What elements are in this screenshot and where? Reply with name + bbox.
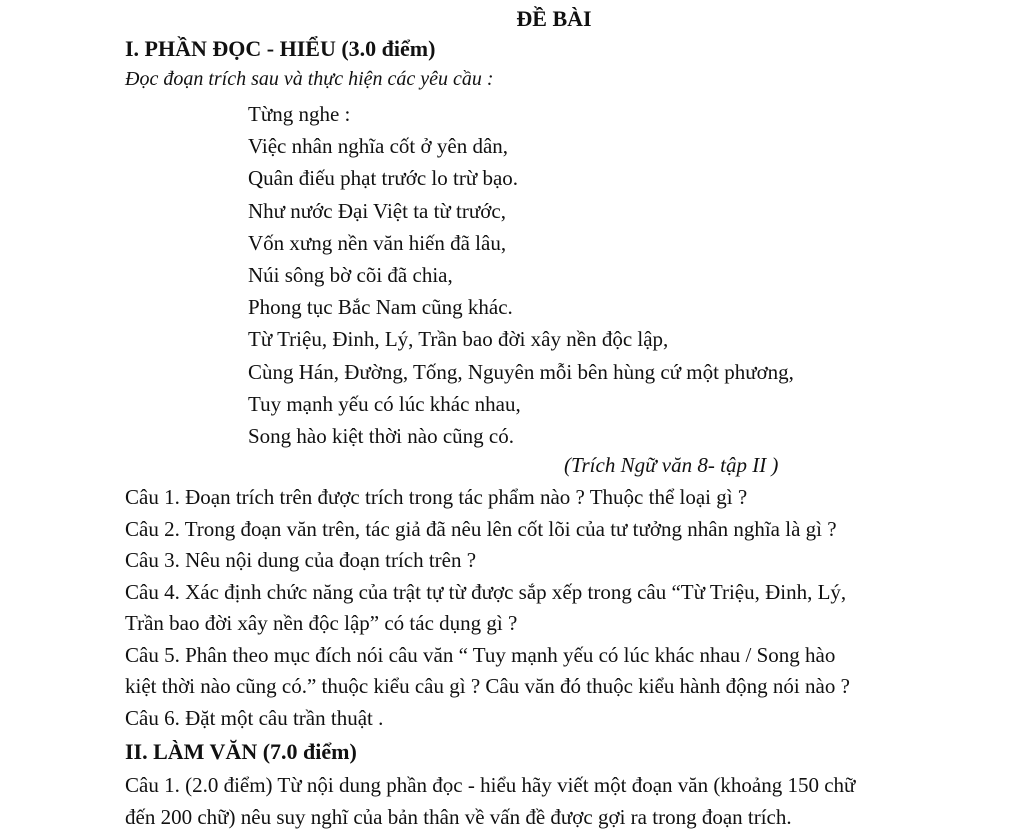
poem-line: Tuy mạnh yếu có lúc khác nhau, <box>248 391 521 416</box>
part1-heading: I. PHẦN ĐỌC - HIỂU (3.0 điểm) <box>125 36 436 61</box>
poem-line: Quân điếu phạt trước lo trừ bạo. <box>248 166 519 191</box>
poem-line: Việc nhân nghĩa cốt ở yên dân, <box>248 134 509 159</box>
question-line: Câu 5. Phân theo mục đích nói câu văn “ Tuy mạnh yếu có lúc khác nhau / Song hào <box>125 642 836 667</box>
essay-prompt <box>125 770 1005 833</box>
poem-line: Từ Triệu, Đinh, Lý, Trần bao đời xây nền độc lập, <box>248 327 669 352</box>
question-line: Trần bao đời xây nền độc lập” có tác dụng gì ? <box>125 611 518 635</box>
poem-line: Từng nghe : <box>248 102 351 126</box>
poem-excerpt <box>248 98 794 452</box>
essay-line: Câu 1. (2.0 điểm) Từ nội dung phần đọc - hiểu hãy viết một đoạn văn (khoảng 150 chữ <box>125 773 856 797</box>
excerpt-source: (Trích Ngữ văn 8- tập II ) <box>564 453 779 477</box>
question-list <box>125 482 1005 734</box>
part2-heading: II. LÀM VĂN (7.0 điểm) <box>125 739 357 764</box>
poem-line: Song hào kiệt thời nào cũng có. <box>248 423 514 448</box>
document-title: ĐỀ BÀI <box>516 6 592 31</box>
question-line: Câu 2. Trong đoạn văn trên, tác giả đã nêu lên cốt lõi của tư tưởng nhân nghĩa là gì ? <box>125 516 837 541</box>
poem-line: Núi sông bờ cõi đã chia, <box>248 262 453 287</box>
poem-line: Phong tục Bắc Nam cũng khác. <box>248 295 513 320</box>
essay-line: đến 200 chữ) nêu suy nghĩ của bản thân về vấn đề được gợi ra trong đoạn trích. <box>125 804 792 829</box>
poem-line: Vốn xưng nền văn hiến đã lâu, <box>248 230 507 255</box>
poem-line: Cùng Hán, Đường, Tống, Nguyên mỗi bên hùng cứ một phương, <box>248 359 794 384</box>
question-line: kiệt thời nào cũng có.” thuộc kiểu câu gì ? Câu văn đó thuộc kiểu hành động nói nào ? <box>125 674 850 698</box>
question-line: Câu 1. Đoạn trích trên được trích trong tác phẩm nào ? Thuộc thể loại gì ? <box>125 485 748 509</box>
question-line: Câu 3. Nêu nội dung của đoạn trích trên ? <box>125 548 477 572</box>
part1-instruction: Đọc đoạn trích sau và thực hiện các yêu cầu : <box>125 68 494 90</box>
question-line: Câu 4. Xác định chức năng của trật tự từ được sắp xếp trong câu “Từ Triệu, Đinh, Lý, <box>125 579 847 604</box>
poem-line: Như nước Đại Việt ta từ trước, <box>248 198 506 223</box>
question-line: Câu 6. Đặt một câu trần thuật . <box>125 705 384 730</box>
